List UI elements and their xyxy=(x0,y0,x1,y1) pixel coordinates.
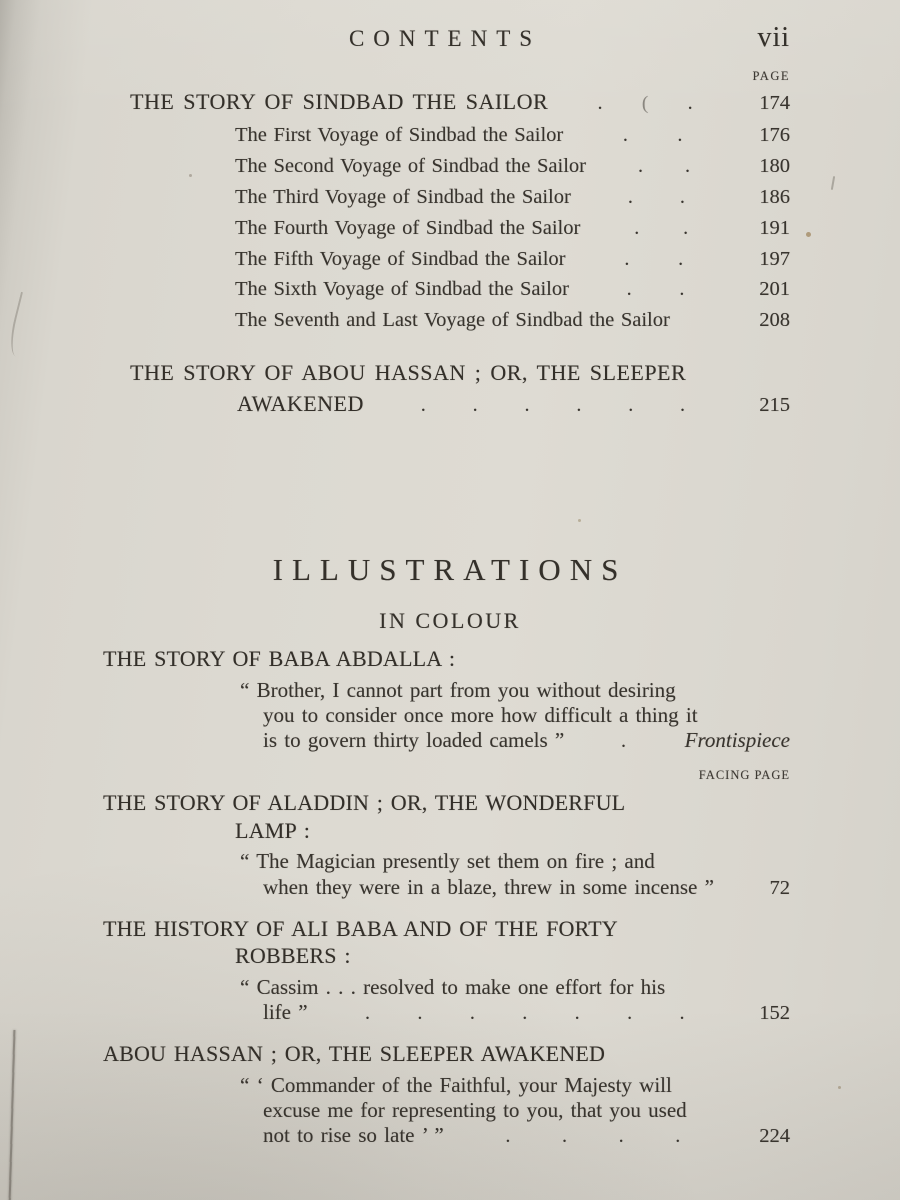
paper-scratch xyxy=(6,292,39,358)
quote-last-line xyxy=(240,875,790,901)
illustrations-list xyxy=(103,645,790,1164)
leader-dot: . xyxy=(634,216,640,239)
illustration-heading: THE STORY OF ALADDIN ; OR, THE WONDERFUL xyxy=(103,790,626,816)
facing-page-number: 224 xyxy=(759,1125,790,1148)
leader-dot: . xyxy=(624,247,630,270)
quote-line: “ Cassim . . . resolved to make one effort for his xyxy=(240,974,666,999)
illustration-quote xyxy=(240,849,790,900)
page-number: 197 xyxy=(759,247,790,270)
leader-dot: . xyxy=(472,394,478,416)
quote-line: “ ‘ Commander of the Faithful, your Majesty will xyxy=(240,1072,672,1097)
leader-dot: . xyxy=(680,394,686,416)
toc-row xyxy=(130,213,790,244)
toc-entry-label: The Second Voyage of Sindbad the Sailor xyxy=(235,154,586,177)
dot-leader xyxy=(548,88,744,120)
paper-speck xyxy=(806,232,811,237)
toc-row xyxy=(130,182,790,213)
illustration-entry xyxy=(103,1040,790,1149)
illustration-heading: ABOU HASSAN ; OR, THE SLEEPER AWAKENED xyxy=(103,1041,606,1067)
toc-entry-label: The Fifth Voyage of Sindbad the Sailor xyxy=(235,247,566,270)
toc-row xyxy=(130,120,790,151)
leader-dot: . xyxy=(522,1002,528,1025)
leader-dot: . xyxy=(420,394,426,416)
toc-entry-label: AWAKENED xyxy=(237,391,364,416)
illustrations-subtitle: IN COLOUR xyxy=(379,608,521,633)
paper-speck xyxy=(838,1086,841,1089)
quote-line: “ The Magician presently set them on fire ; and xyxy=(240,849,655,874)
toc-row xyxy=(130,244,790,275)
quote-last-line xyxy=(240,728,790,754)
facing-page-number: Frontispiece xyxy=(684,728,790,752)
page-number: 180 xyxy=(759,154,790,177)
illustration-heading: THE HISTORY OF ALI BABA AND OF THE FORTY xyxy=(103,915,618,941)
leader-dot: . xyxy=(505,1125,511,1148)
leader-dot: . xyxy=(627,1002,633,1025)
leader-dot: . xyxy=(627,185,633,208)
toc-entry-label: The Sixth Voyage of Sindbad the Sailor xyxy=(235,278,569,301)
leader-dot: . xyxy=(622,123,628,146)
quote-last-line xyxy=(240,1123,790,1149)
paper-speck xyxy=(578,519,581,522)
leader-dot: . xyxy=(687,92,693,114)
dot-leader xyxy=(571,182,744,213)
dot-leader xyxy=(563,120,744,151)
page-number: 186 xyxy=(759,185,790,208)
toc-entry-line1: THE STORY OF ABOU HASSAN ; OR, THE SLEEPER xyxy=(130,360,687,385)
toc-entry-line2 xyxy=(130,388,790,421)
quote-line: you to consider once more how difficult a thing it xyxy=(263,702,698,727)
dot-leader xyxy=(444,1124,744,1149)
dot-leader xyxy=(586,151,744,182)
page-crease xyxy=(9,1030,16,1200)
page-number: 191 xyxy=(759,216,790,239)
leader-dot: . xyxy=(626,278,632,301)
leader-dot: . xyxy=(679,278,685,301)
dot-leader xyxy=(566,244,744,275)
toc-entry-label: THE STORY OF SINDBAD THE SAILOR xyxy=(130,89,549,114)
leader-dot: . xyxy=(562,1125,568,1148)
illustration-quote xyxy=(240,1073,790,1150)
leader-dot: . xyxy=(675,1125,681,1148)
facing-page-label: FACING PAGE xyxy=(698,768,790,783)
quote-line: life ” xyxy=(263,1000,308,1025)
facing-page-number: 152 xyxy=(759,1002,790,1025)
quote-line: when they were in a blaze, threw in some incense ” xyxy=(263,874,714,899)
running-head xyxy=(100,22,790,60)
stray-pencil-mark: ( xyxy=(641,93,649,114)
leader-dot: . xyxy=(597,92,603,114)
illustration-quote xyxy=(240,678,790,755)
toc-row xyxy=(130,87,790,120)
illustration-entry xyxy=(103,789,790,901)
leader-dot: . xyxy=(524,394,530,416)
facing-page-number: 72 xyxy=(769,876,790,899)
page-number: 176 xyxy=(759,123,790,146)
toc-entry-label: The First Voyage of Sindbad the Sailor xyxy=(235,123,564,146)
toc-entry-label: The Seventh and Last Voyage of Sindbad the Sailor xyxy=(235,309,670,332)
page-number: 201 xyxy=(759,278,790,301)
page-number: 215 xyxy=(759,394,790,416)
quote-line: is to govern thirty loaded camels ” xyxy=(263,728,565,752)
illustration-heading: LAMP : xyxy=(235,817,311,843)
dot-leader xyxy=(364,389,744,421)
quote-last-line xyxy=(240,1000,790,1026)
illustration-heading: ROBBERS : xyxy=(235,943,351,969)
leader-dot: . xyxy=(679,1002,685,1025)
folio-number: vii xyxy=(757,22,790,53)
leader-dot: . xyxy=(628,394,634,416)
leader-dot: . xyxy=(678,247,684,270)
page-number: 174 xyxy=(759,92,790,114)
dot-leader xyxy=(580,213,744,244)
illustration-quote xyxy=(240,975,790,1026)
leader-dot: . xyxy=(576,394,582,416)
leader-dot: . xyxy=(417,1002,423,1025)
toc-row xyxy=(130,305,790,336)
leader-dot: . xyxy=(679,185,685,208)
leader-dot: . xyxy=(469,1002,475,1025)
illustration-entry xyxy=(103,915,790,1027)
dot-leader xyxy=(308,1001,744,1026)
toc-row xyxy=(130,151,790,182)
leader-dot: . xyxy=(638,154,643,177)
toc-row xyxy=(130,274,790,305)
toc-entry-label: The Third Voyage of Sindbad the Sailor xyxy=(235,185,571,208)
leader-dot: . xyxy=(677,123,683,146)
leader-dot: . xyxy=(685,154,690,177)
leader-dot: . xyxy=(364,1002,370,1025)
illustration-heading: THE STORY OF BABA ABDALLA : xyxy=(103,646,456,671)
illustration-entry xyxy=(103,645,790,754)
contents-wrapped-entry xyxy=(130,358,790,421)
leader-dot: . xyxy=(620,730,626,752)
page-title: CONTENTS xyxy=(348,26,542,51)
quote-line: not to rise so late ’ ” xyxy=(263,1123,444,1148)
dot-leader xyxy=(569,274,744,305)
quote-line: “ Brother, I cannot part from you without desiring xyxy=(240,677,676,702)
illustrations-title: ILLUSTRATIONS xyxy=(272,552,628,587)
leader-dot: . xyxy=(618,1125,624,1148)
leader-dot: . xyxy=(683,216,689,239)
leader-dot: . xyxy=(574,1002,580,1025)
contents-list xyxy=(130,87,790,336)
paper-speck xyxy=(831,176,835,190)
toc-entry-label: The Fourth Voyage of Sindbad the Sailor xyxy=(235,216,581,239)
page-number: 208 xyxy=(759,309,790,332)
page-column-label: PAGE xyxy=(752,69,790,83)
quote-line: excuse me for representing to you, that you used xyxy=(263,1098,687,1123)
dot-leader xyxy=(564,729,684,754)
